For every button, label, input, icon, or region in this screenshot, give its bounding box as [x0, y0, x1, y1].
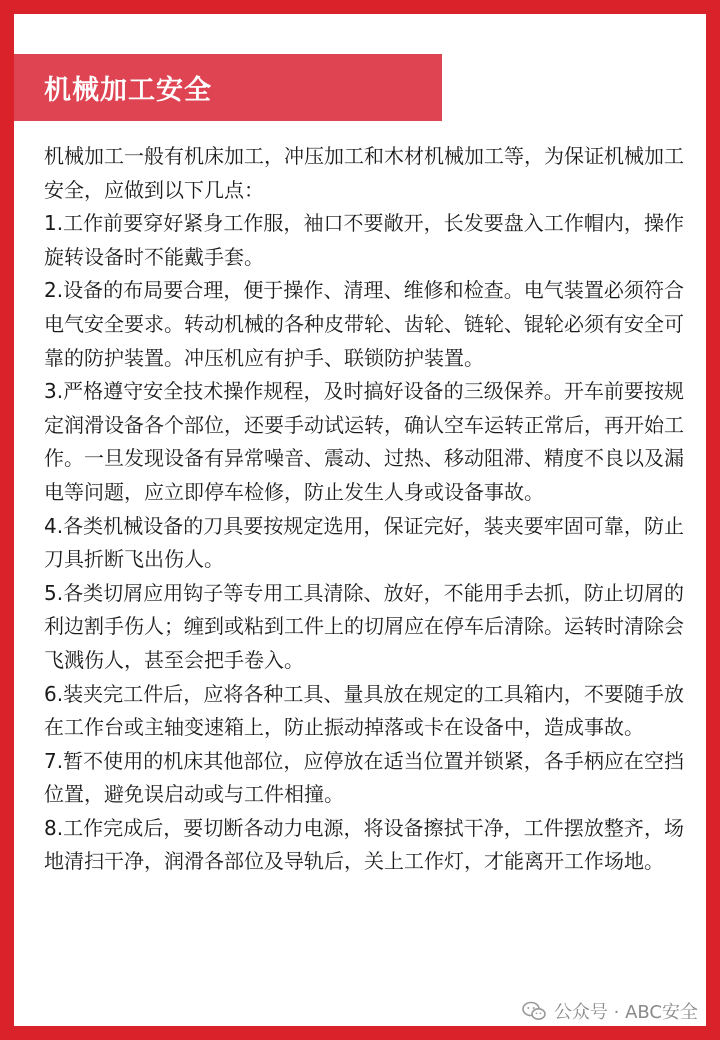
watermark — [522, 998, 698, 1024]
title-banner — [14, 54, 442, 121]
page-title: 机械加工安全 — [44, 75, 212, 106]
rule-item-3: 3.严格遵守安全技术操作规程，及时搞好设备的三级保养。开车前要按规定润滑设备各个部位，还要手动试运转，确认空车运转正常后，再开始工作。一旦发现设备有异常噪音、震动、过热、移动阻滞、精度不良以及漏电等问题，应立即停车检修，防止发生人身或设备事故。 — [44, 379, 684, 504]
watermark-text: 公众号 · ABC安全 — [553, 1002, 698, 1023]
intro-paragraph: 机械加工一般有机床加工，冲压加工和木材机械加工等，为保证机械加工安全，应做到以下几点： — [44, 144, 684, 202]
rule-item-7: 7.暂不使用的机床其他部位，应停放在适当位置并锁紧，各手柄应在空挡位置，避免误启动或与工件相撞。 — [44, 748, 684, 807]
rule-item-5: 5.各类切屑应用钩子等专用工具清除、放好，不能用手去抓，防止切屑的利边割手伤人；缠到或粘到工件上的切屑应在停车后清除。运转时清除会飞溅伤人，甚至会把手卷入。 — [44, 580, 684, 672]
rule-item-8: 8.工作完成后，要切断各动力电源，将设备擦拭干净，工件摆放整齐，场地清扫干净，润滑各部位及导轨后，关上工作灯，才能离开工作场地。 — [44, 815, 684, 874]
rule-item-2: 2.设备的布局要合理，便于操作、清理、维修和检查。电气装置必须符合电气安全要求。转动机械的各种皮带轮、齿轮、链轮、锟轮必须有安全可靠的防护装置。冲压机应有护手、联锁防护装置。 — [44, 278, 684, 370]
article-body — [44, 140, 684, 879]
rule-item-6: 6.装夹完工件后，应将各种工具、量具放在规定的工具箱内，不要随手放在工作台或主轴变速箱上，防止振动掉落或卡在设备中，造成事故。 — [44, 681, 684, 740]
wechat-icon — [522, 1001, 546, 1021]
rule-item-4: 4.各类机械设备的刀具要按规定选用，保证完好，装夹要牢固可靠，防止刀具折断飞出伤人。 — [44, 513, 684, 572]
rule-item-1: 1.工作前要穿好紧身工作服，袖口不要敞开，长发要盘入工作帽内，操作旋转设备时不能戴手套。 — [44, 211, 684, 269]
